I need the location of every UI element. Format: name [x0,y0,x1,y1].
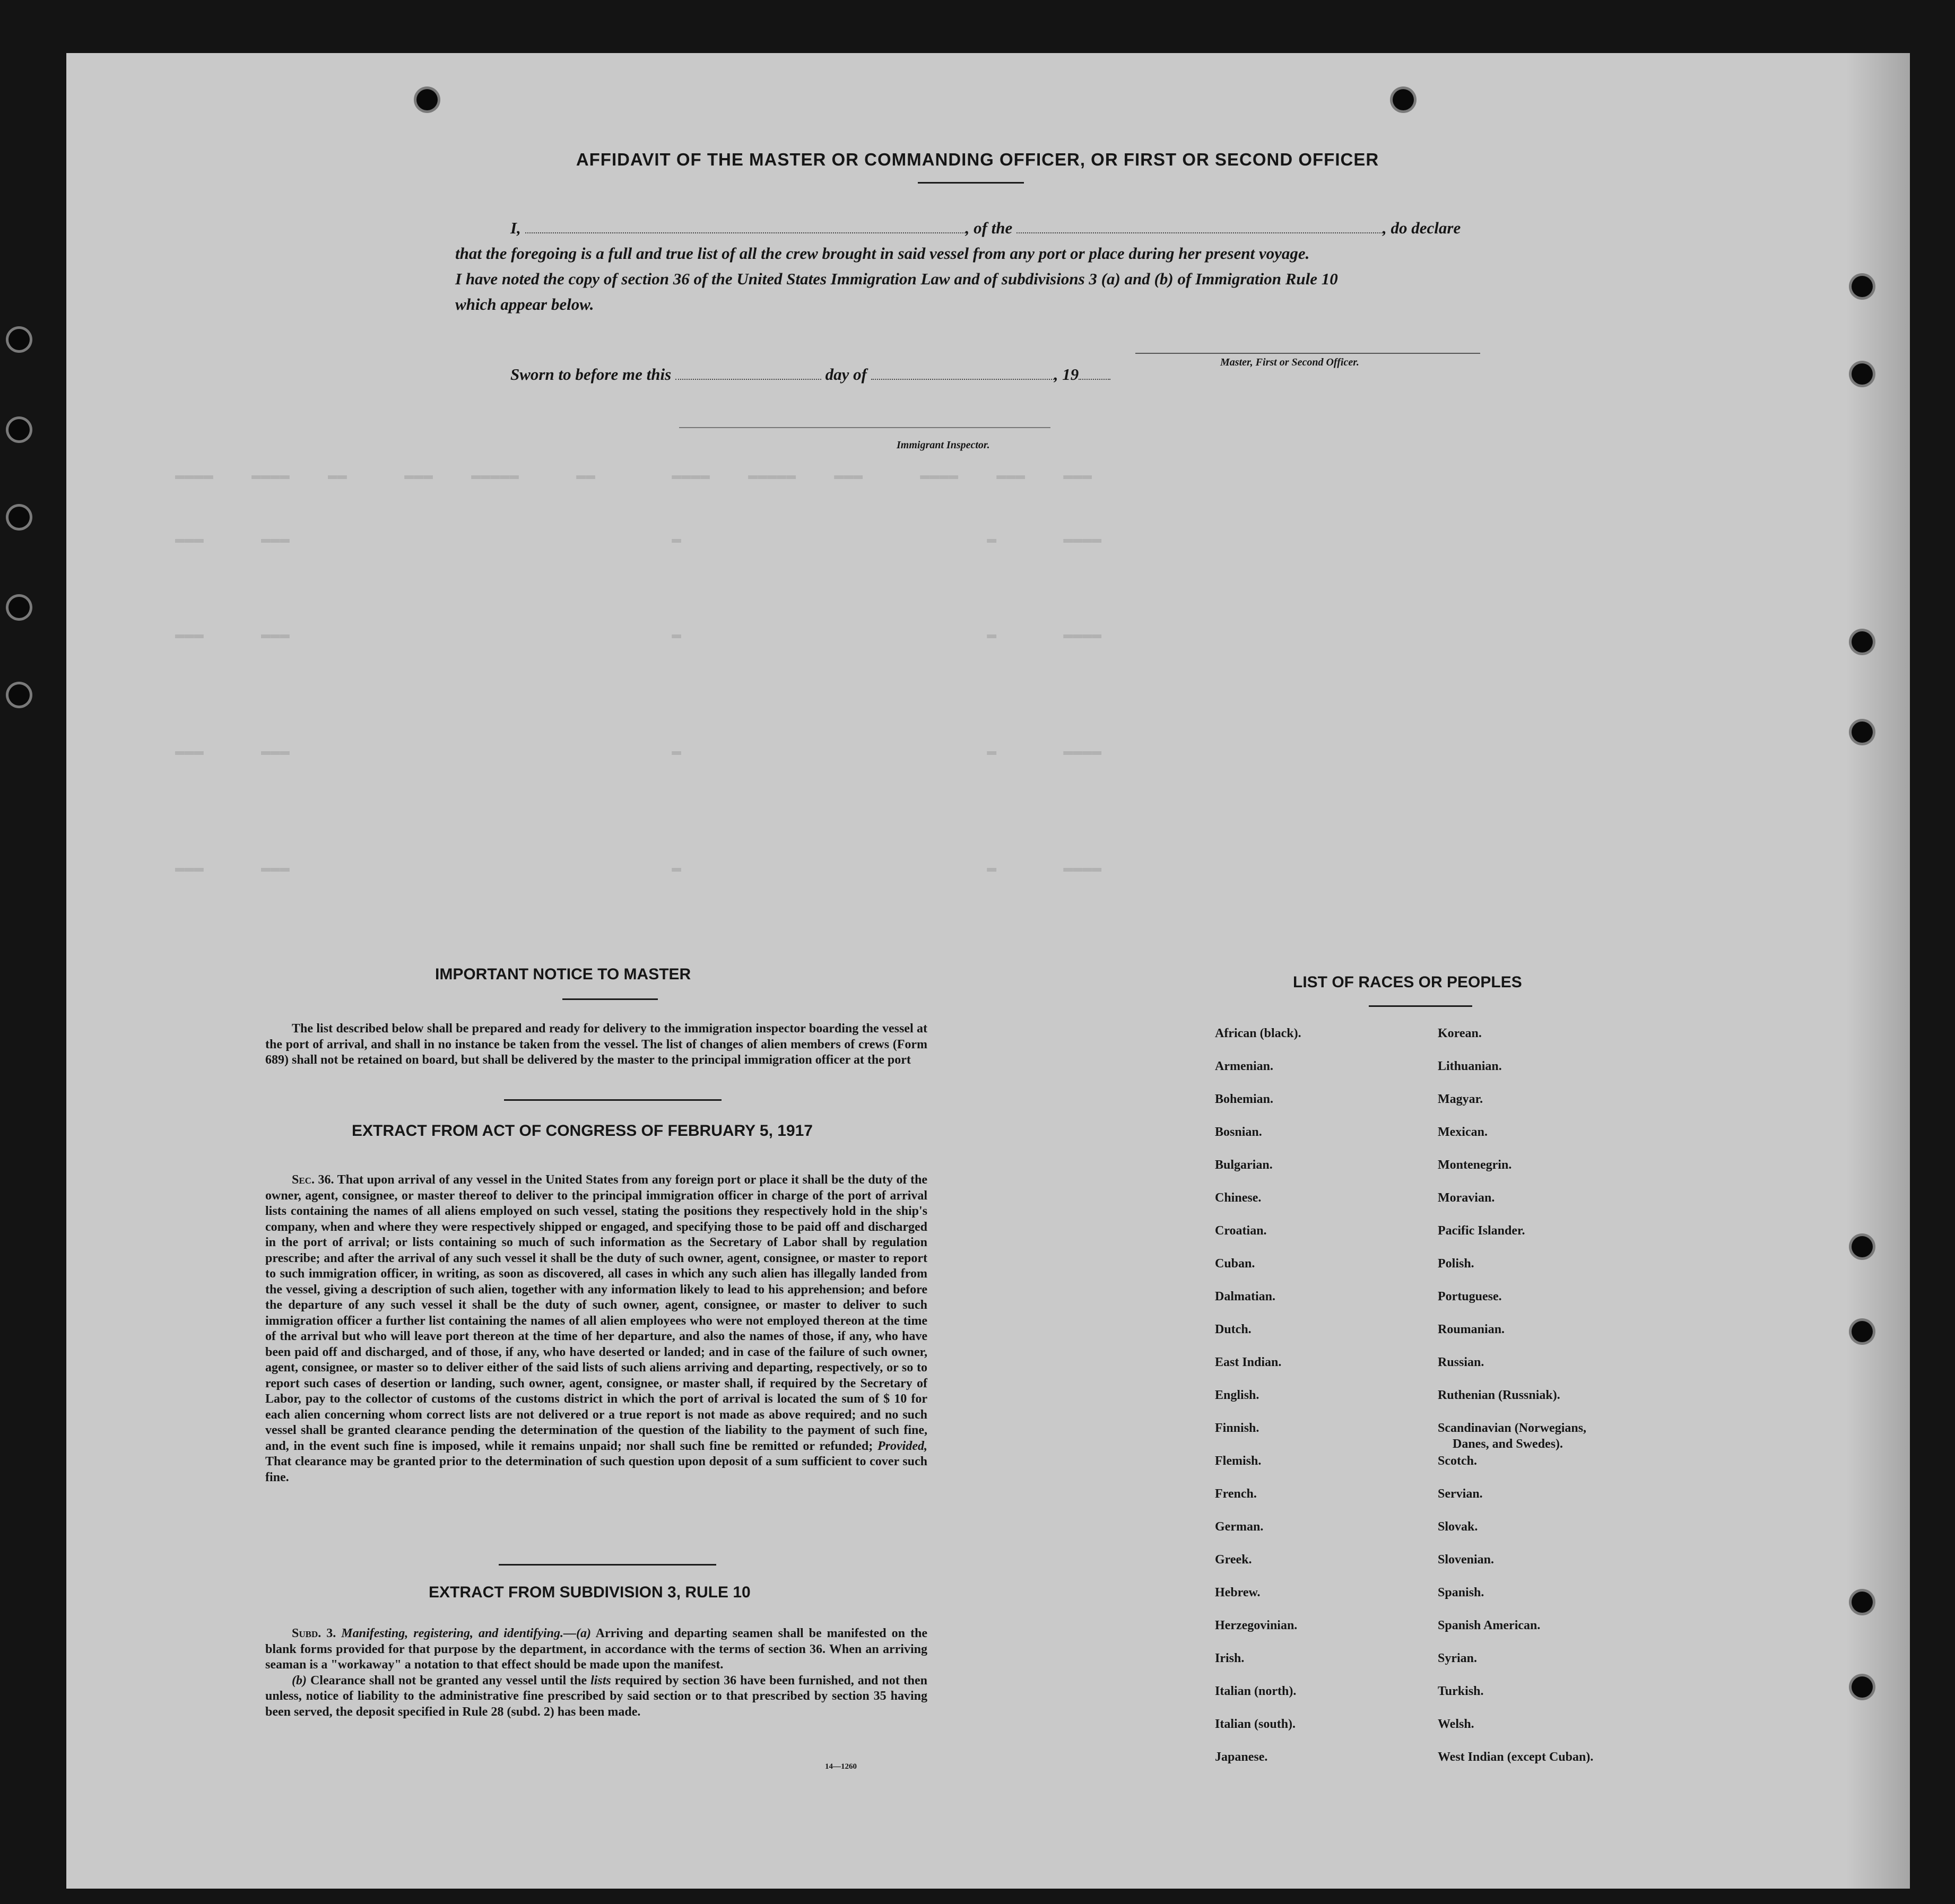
notice-bottom-rule [504,1099,722,1101]
race-label: Scotch. [1438,1454,1477,1468]
races-heading: LIST OF RACES OR PEOPLES [1293,973,1522,991]
race-label: Bohemian. [1215,1092,1274,1106]
punch-hole [1852,1321,1873,1342]
punch-hole [1852,721,1873,743]
form-number: 14—1260 [825,1762,857,1771]
race-item [1438,1256,1593,1289]
rule-subd-title: Manifesting, registering, and identifying.—(a) [341,1627,591,1640]
punch-hole [8,507,30,528]
race-item [1215,1453,1301,1486]
race-label: Portuguese. [1438,1290,1502,1303]
race-item [1438,1124,1593,1157]
race-label: Bulgarian. [1215,1158,1273,1172]
manifest-page [66,53,1910,1889]
race-label: Slovak. [1438,1520,1478,1534]
sworn-before: Sworn to before me this [510,365,672,384]
race-label: Flemish. [1215,1454,1262,1468]
race-label: Spanish. [1438,1586,1484,1599]
notice-text [265,1021,927,1068]
punch-hole [8,419,30,440]
race-item [1438,1749,1593,1782]
race-label: Korean. [1438,1027,1482,1040]
punch-hole [1852,1676,1873,1698]
sworn-line [510,365,1110,384]
race-label: Welsh. [1438,1717,1474,1731]
race-label: Dalmatian. [1215,1290,1275,1303]
race-label: African (black). [1215,1027,1301,1040]
race-label: Mexican. [1438,1125,1488,1139]
race-item [1438,1618,1593,1650]
race-label: Greek. [1215,1553,1252,1567]
sworn-month-blank[interactable] [871,366,1054,380]
punch-hole [1852,1592,1873,1613]
race-label: Chinese. [1215,1191,1262,1205]
race-label: Croatian. [1215,1224,1267,1238]
race-item [1215,1519,1301,1552]
race-item [1215,1058,1301,1091]
race-label: Roumanian. [1438,1323,1505,1336]
punch-hole [416,89,438,110]
race-item [1438,1420,1593,1453]
affidavit-do-declare: , do declare [1383,219,1461,237]
race-item [1215,1289,1301,1322]
rule-text-b-2: required by section 36 have been furnished, and not then unless, notice of liability to the administrative fine prescribed by said section or to that prescribed by section 35 having been served, the deposit specified in Rule 28 (subd. 2) has been made. [265,1673,928,1719]
affidavit-title: AFFIDAVIT OF THE MASTER OR COMMANDING OFFICER, OR FIRST OR SECOND OFFICER [576,150,1379,169]
punch-hole [1852,276,1873,297]
race-label: Pacific Islander. [1438,1224,1525,1238]
race-item [1438,1025,1593,1058]
races-rule [1369,1005,1472,1007]
race-label: Finnish. [1215,1421,1259,1435]
act-proviso-label: Provided, [877,1439,928,1453]
rule-heading: EXTRACT FROM SUBDIVISION 3, RULE 10 [429,1584,751,1601]
race-label: Turkish. [1438,1684,1484,1698]
race-label: Herzegovinian. [1215,1619,1298,1632]
act-text [265,1172,927,1485]
punch-hole [8,684,30,706]
race-item [1438,1223,1593,1256]
race-label: German. [1215,1520,1264,1534]
race-label: Servian. [1438,1487,1483,1501]
race-label: Cuban. [1215,1257,1255,1271]
race-item [1438,1157,1593,1190]
affidavit-line-2: that the foregoing is a full and true list of all the crew brought in said vessel from any port or place during her present voyage. [455,244,1310,263]
race-item [1438,1091,1593,1124]
race-item [1438,1519,1593,1552]
race-item [1438,1387,1593,1420]
punch-hole [1393,89,1414,110]
act-sec-label: Sec. 36. [292,1173,334,1187]
races-column-1 [1215,1025,1301,1782]
sworn-year-blank[interactable] [1079,366,1110,380]
rule-text-b-1: Clearance shall not be granted any vessel until the [310,1673,587,1688]
affidavit-i: I, [510,219,521,237]
race-label: Slovenian. [1438,1553,1495,1567]
affidavit-line-1 [510,219,1461,238]
rule-text [265,1626,927,1720]
race-item [1215,1749,1301,1782]
race-label: Italian (south). [1215,1717,1296,1731]
notice-body: The list described below shall be prepared and ready for delivery to the immigration inspector boarding the vessel at the port of arrival, and shall in no instance be taken from the vessel. The list of changes of alien members of crews (Form 689) shall not be retained on board, but shall be delivered by the master to the principal immigration officer at the port [265,1022,927,1067]
race-item [1438,1716,1593,1749]
race-label: Polish. [1438,1257,1474,1271]
race-label: Lithuanian. [1438,1059,1502,1073]
notice-rule [562,998,658,1000]
race-label: Italian (north). [1215,1684,1297,1698]
race-item [1438,1190,1593,1223]
race-label: Ruthenian (Russniak). [1438,1388,1560,1402]
race-item [1438,1289,1593,1322]
bleed-through-texture: ▬▬▬▬ ▬▬▬▬ ▬▬ ▬▬▬ ▬▬▬▬▬ ▬▬ ▬▬▬▬ ▬▬▬▬▬ ▬▬▬ ▬▬▬▬ ▬▬▬ ▬▬▬ [175,467,1092,485]
punch-hole [1852,1236,1873,1257]
race-label: Irish. [1215,1651,1245,1665]
race-item [1215,1387,1301,1420]
race-label: Magyar. [1438,1092,1483,1106]
inspector-signature-label: Immigrant Inspector. [897,439,990,451]
race-label: Armenian. [1215,1059,1273,1073]
race-item [1215,1618,1301,1650]
race-item [1215,1552,1301,1585]
race-item [1438,1650,1593,1683]
affidavit-line-3: I have noted the copy of section 36 of the United States Immigration Law and of subdivisions 3 (a) and (b) of Immigration Rule 10 [455,269,1338,288]
race-label: West Indian (except Cuban). [1438,1750,1594,1764]
sworn-year: , 19 [1054,365,1079,384]
rule-subd-label: Subd. 3. [292,1627,336,1640]
race-label: East Indian. [1215,1355,1282,1369]
race-item [1438,1486,1593,1519]
act-heading: EXTRACT FROM ACT OF CONGRESS OF FEBRUARY 5, 1917 [352,1122,813,1140]
punch-hole [8,597,30,618]
race-label-continuation: Danes, and Swedes). [1453,1437,1563,1451]
race-item [1215,1322,1301,1354]
master-signature-line [1135,353,1480,354]
race-label: Scandinavian (Norwegians, [1438,1421,1587,1435]
race-item [1438,1453,1593,1486]
race-item [1215,1157,1301,1190]
rule-text-a: Arriving and departing seamen shall be manifested on the blank forms provided for that purpose by the department, in accordance with the terms of section 36. When an arriving seaman is a "workaway" a notation to that effect should be made upon the manifest. [265,1627,927,1672]
rule-lists-word: lists [590,1673,611,1688]
race-item [1438,1322,1593,1354]
race-item [1215,1650,1301,1683]
act-body: That upon arrival of any vessel in the United States from any foreign port or place it shall be the duty of the owner, agent, consignee, or master thereof to deliver to the principal immigration officer in charge of the port of arrival lists containing the names of all aliens employed on such vessel, stating the positions they respectively hold in the ship's company, when and where they were respectively shipped or engaged, and specifying those to be paid off and discharged in the port of arrival; or lists containing so much of such information as the Secretary of Labor shall by regulation prescribe; and after the arrival of any such vessel it shall be the duty of such owner, agent, consignee, or master to report to such immigration officer, in writing, as soon as discovered, all cases in which any such alien has illegally landed from the vessel, giving a description of such alien, together with any information likely to lead to his apprehension; and before the departure of any such vessel it shall be the duty of such owner, agent, consignee, or master to deliver to such immigration officer a further list containing the names of all alien employees who were not employed thereon at the time of the arrival but who will leave port thereon at the time of her departure, and also the names of those, if any, who have been paid off and discharged, and of those, if any, who have deserted or landed; and in case of the failure of such owner, agent, consignee, or master so to deliver either of the said lists of such aliens arriving and departing, respectively, or so to report such cases of desertion or landing, such owner, agent, consignee, or master shall, if required by the Secretary of Labor, pay to the collector of customs of the customs district in which the port of arrival is located the sum of $ 10 for each alien concerning whom correct lists are not delivered or a true report is not made as above required; and no such vessel shall be granted clearance pending the determination of the question of the liability to the payment of such fine, and, in the event such fine is imposed, while it remains unpaid; nor shall such fine be remitted or refunded; [265,1173,927,1453]
race-item [1215,1025,1301,1058]
affidavit-line-4: which appear below. [455,295,594,314]
inspector-signature-line [679,427,1050,428]
race-label: Russian. [1438,1355,1484,1369]
sworn-day-blank[interactable] [675,366,821,380]
race-label: Dutch. [1215,1323,1252,1336]
race-item [1438,1683,1593,1716]
page-edge-shadow [1846,53,1910,1889]
race-label: Hebrew. [1215,1586,1261,1599]
punch-hole [8,329,30,350]
race-item [1215,1683,1301,1716]
race-label: English. [1215,1388,1259,1402]
race-label: Bosnian. [1215,1125,1262,1139]
vessel-blank[interactable] [1016,220,1383,233]
race-item [1215,1354,1301,1387]
master-signature-label: Master, First or Second Officer. [1220,357,1359,368]
race-item [1215,1091,1301,1124]
race-item [1215,1256,1301,1289]
races-column-2 [1438,1025,1593,1782]
sworn-day-of: day of [825,365,867,384]
race-item [1215,1585,1301,1618]
notice-heading: IMPORTANT NOTICE TO MASTER [435,966,691,983]
title-rule [918,182,1024,184]
race-label: French. [1215,1487,1257,1501]
race-item [1215,1486,1301,1519]
act-bottom-rule [499,1564,716,1566]
race-item [1215,1190,1301,1223]
punch-hole [1852,363,1873,385]
rule-b-label: (b) [292,1673,307,1688]
race-label: Syrian. [1438,1651,1478,1665]
race-label: Montenegrin. [1438,1158,1512,1172]
race-item [1438,1585,1593,1618]
race-label: Moravian. [1438,1191,1495,1205]
bleed-through-texture: ▬▬▬ ▬▬▬ ▬ ▬ ▬▬▬▬ [175,531,1102,549]
race-label: Spanish American. [1438,1619,1541,1632]
race-label: Japanese. [1215,1750,1268,1764]
punch-hole [1852,631,1873,653]
bleed-through-texture: ▬▬▬ ▬▬▬ ▬ ▬ ▬▬▬▬ [175,626,1102,644]
act-proviso-text: That clearance may be granted prior to the determination of such question upon deposit of a sum sufficient to cover such fine. [265,1455,927,1484]
race-item [1438,1058,1593,1091]
race-item [1215,1420,1301,1453]
race-item [1438,1552,1593,1585]
race-item [1438,1354,1593,1387]
bleed-through-texture: ▬▬▬ ▬▬▬ ▬ ▬ ▬▬▬▬ [175,743,1102,761]
bleed-through-texture: ▬▬▬ ▬▬▬ ▬ ▬ ▬▬▬▬ [175,859,1102,877]
race-item [1215,1124,1301,1157]
race-item [1215,1716,1301,1749]
affidavit-of-the: , of the [965,219,1013,237]
name-blank[interactable] [525,220,966,233]
race-item [1215,1223,1301,1256]
